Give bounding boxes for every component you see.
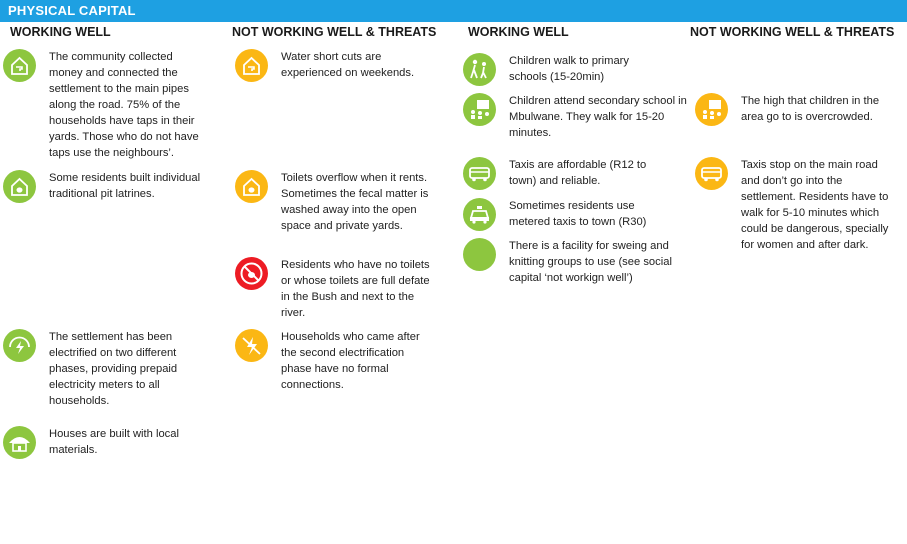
column-heading-working-well-2: WORKING WELL (468, 25, 569, 39)
item-text: Some residents built individual traditional pit latrines. (49, 172, 201, 200)
column-heading-threats-2: NOT WORKING WELL & THREATS (690, 25, 895, 39)
column-heading-working-well-1: WORKING WELL (10, 25, 111, 39)
house-tap-icon (235, 49, 268, 82)
item-text: Toilets overflow when it rents. Sometimes the fecal matter is washed away into the open space and private yards. (281, 172, 429, 232)
page-title: PHYSICAL CAPITAL (8, 3, 136, 18)
facility-icon (463, 238, 496, 271)
item-text: Households who came after the second electrification phase have no formal connections. (281, 331, 420, 391)
item-text: Children walk to primary schools (15-20min) (509, 55, 629, 83)
house-tap-icon (3, 49, 36, 82)
children-walking-icon (463, 53, 496, 86)
item-text: Water short cuts are experienced on weekends. (281, 51, 415, 79)
item-text: Taxis are affordable (R12 to town) and reliable. (509, 159, 647, 187)
house-toilet-icon (235, 170, 268, 203)
item-text: The settlement has been electrified on two different phases, providing prepaid electricity meters to all households. (49, 331, 178, 407)
house-toilet-icon (3, 170, 36, 203)
item-text: There is a facility for sweing and knitting groups to use (see social capital ‘not workign well’) (509, 240, 672, 284)
item-text: The community collected money and connected the settlement to the main pipes along the road. 75% of the households have taps in their yards. Those who do not have taps use the neighbours’. (49, 51, 199, 159)
minibus-icon (695, 157, 728, 190)
header-banner (0, 0, 907, 22)
column-heading-threats-1: NOT WORKING WELL & THREATS (232, 25, 437, 39)
item-text: Taxis stop on the main road and don’t go into the settlement. Residents have to walk for 5-10 minutes which could be dangerous, specially for women and after dark. (741, 159, 889, 251)
minibus-icon (463, 157, 496, 190)
lightning-icon (3, 329, 36, 362)
school-icon (695, 93, 728, 126)
no-toilet-icon (235, 257, 268, 290)
school-icon (463, 93, 496, 126)
item-text: Children attend secondary school in Mbulwane. They walk for 15-20 minutes. (509, 95, 687, 139)
taxi-icon (463, 198, 496, 231)
no-electricity-icon (235, 329, 268, 362)
hut-icon (3, 426, 36, 459)
item-text: The high that children in the area go to is overcrowded. (741, 95, 880, 123)
item-text: Sometimes residents use metered taxis to town (R30) (509, 200, 647, 228)
item-text: Residents who have no toilets or whose toilets are full defate in the Bush and next to the river. (281, 259, 430, 319)
item-text: Houses are built with local materials. (49, 428, 179, 456)
